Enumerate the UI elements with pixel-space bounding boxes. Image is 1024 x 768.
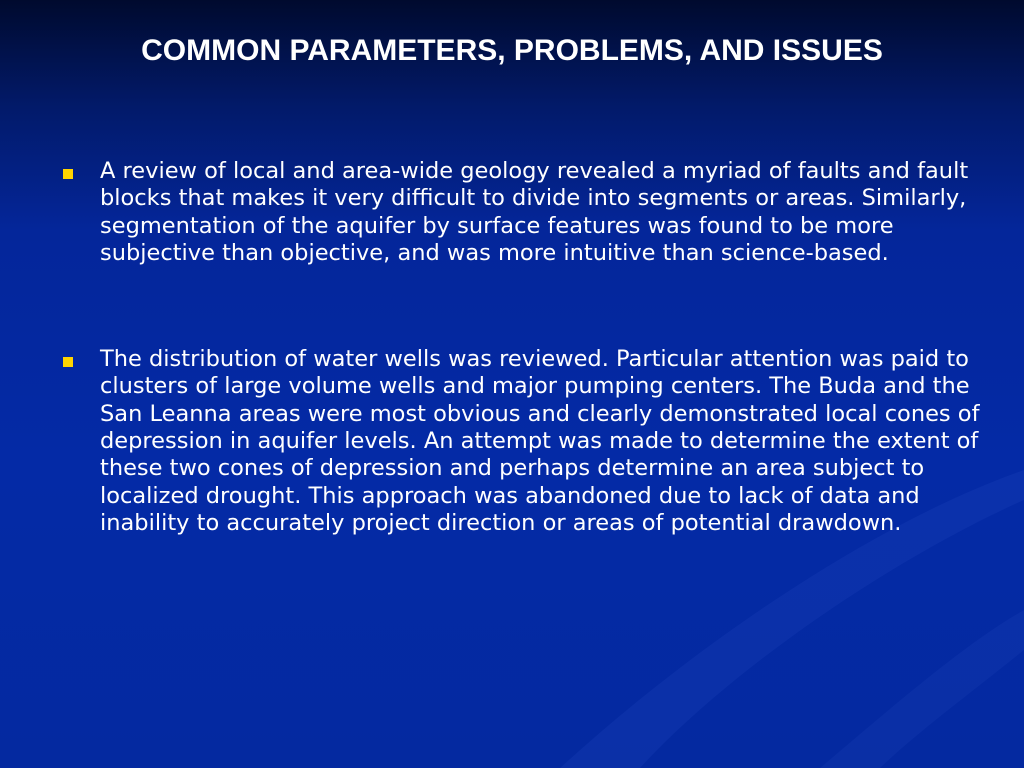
square-bullet-icon bbox=[63, 169, 73, 179]
square-bullet-icon bbox=[63, 357, 73, 367]
bullet-item-geology bbox=[62, 158, 982, 267]
swoosh-band-lower bbox=[820, 610, 1024, 768]
bullet-item-water-wells bbox=[62, 346, 982, 537]
bullet-text: A review of local and area-wide geology revealed a myriad of faults and fault blocks that makes it very difficult to divide into segments or areas. Similarly, segmentation of the aquifer by surface features was found to be more subjective than objective, and was more intuitive than science-based. bbox=[100, 158, 969, 266]
bullet-list bbox=[62, 158, 982, 537]
bullet-text: The distribution of water wells was reviewed. Particular attention was paid to clusters of large volume wells and major pumping centers. The Buda and the San Leanna areas were most obvious and clearly demonstrated local cones of depression in aquifer levels. An attempt was made to determine the extent of these two cones of depression and perhaps determine an area subject to localized drought. This approach was abandoned due to lack of data and inability to accurately project direction or areas of potential drawdown. bbox=[100, 346, 980, 536]
slide-title: COMMON PARAMETERS, PROBLEMS, AND ISSUES bbox=[141, 34, 883, 67]
